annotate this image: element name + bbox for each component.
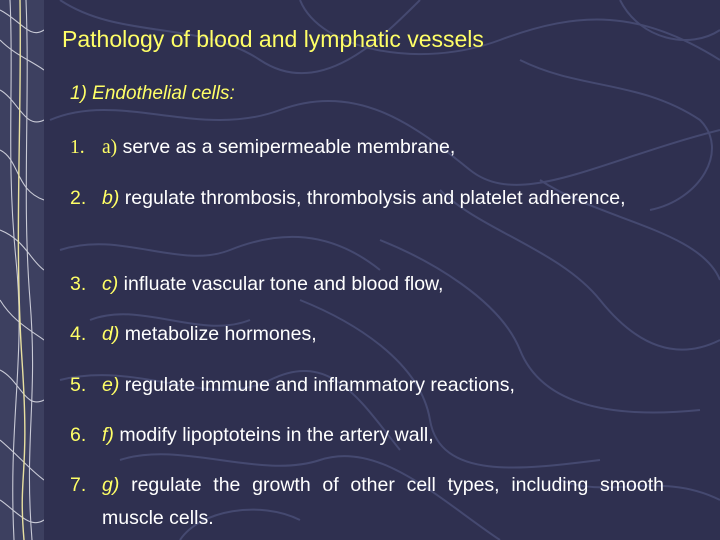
list-item: [70, 131, 664, 164]
item-letter: b): [102, 187, 120, 209]
item-text: metabolize hormones,: [119, 323, 317, 345]
slide-subtitle: 1) Endothelial cells:: [70, 83, 235, 104]
item-letter: a): [102, 137, 118, 158]
item-letter: g): [102, 474, 120, 496]
list-item: [70, 182, 664, 215]
item-text: regulate immune and inflammatory reactions,: [119, 374, 515, 396]
item-text: regulate the growth of other cell types, including smooth muscle cells.: [102, 474, 664, 529]
left-map-strip: [0, 0, 44, 540]
item-number: 5.: [70, 374, 87, 396]
list-item: [70, 369, 664, 402]
item-text: serve as a semipermeable membrane,: [117, 136, 456, 158]
item-letter: c): [102, 273, 119, 295]
item-number: 1.: [70, 137, 85, 158]
item-letter: d): [102, 323, 120, 345]
list-item: [70, 469, 664, 535]
item-text: regulate thrombosis, thrombolysis and platelet adherence,: [119, 187, 626, 209]
item-number: 2.: [70, 187, 87, 209]
list-item: [70, 268, 664, 301]
item-number: 7.: [70, 474, 87, 496]
list-item: [70, 318, 664, 351]
slide-title: Pathology of blood and lymphatic vessels: [62, 26, 484, 52]
item-letter: f): [102, 424, 114, 446]
item-number: 4.: [70, 323, 87, 345]
list-item: [70, 419, 664, 452]
item-number: 6.: [70, 424, 87, 446]
item-text: influate vascular tone and blood flow,: [118, 273, 444, 295]
item-text: modify lipoptoteins in the artery wall,: [113, 424, 434, 446]
item-letter: e): [102, 374, 120, 396]
item-number: 3.: [70, 273, 87, 295]
